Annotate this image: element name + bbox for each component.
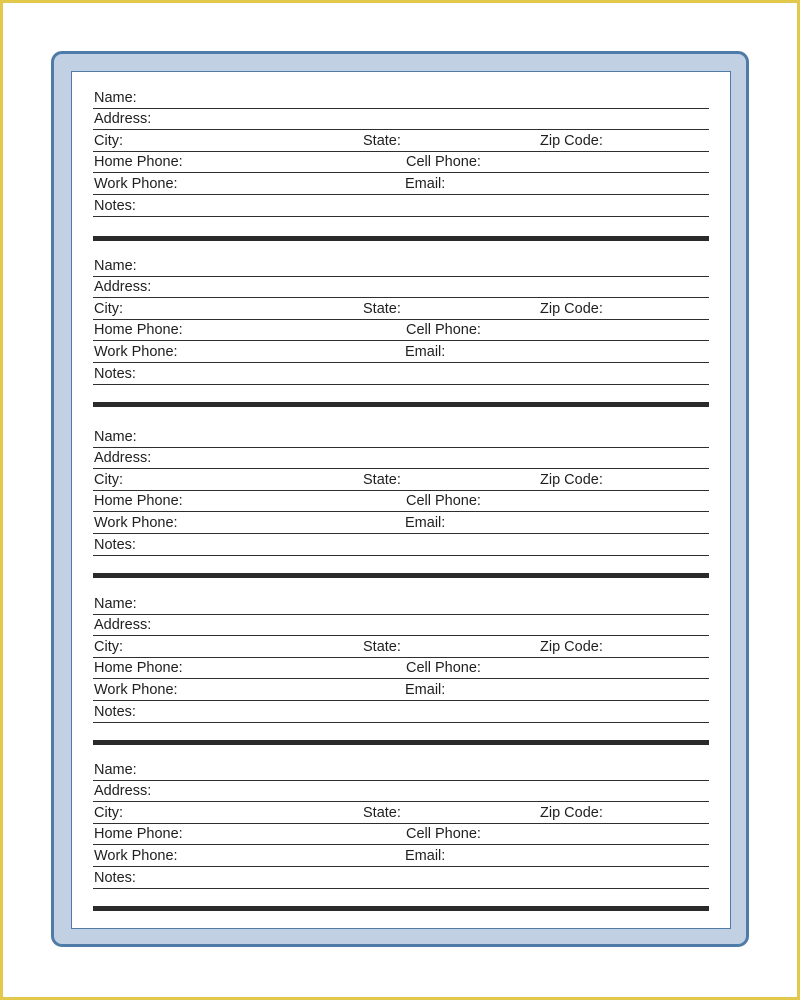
cell-phone-label: Cell Phone: xyxy=(406,660,481,677)
state-label: State: xyxy=(363,804,401,821)
email-label: Email: xyxy=(405,343,446,360)
address-row[interactable] xyxy=(93,277,709,299)
state-label: State: xyxy=(363,638,401,655)
zip-label: Zip Code: xyxy=(540,471,603,488)
phone-row[interactable] xyxy=(93,320,709,342)
section-divider xyxy=(93,402,709,407)
notes-label: Notes: xyxy=(94,869,136,886)
state-label: State: xyxy=(363,300,401,317)
zip-label: Zip Code: xyxy=(540,638,603,655)
contact-entry xyxy=(93,426,709,601)
contact-entry xyxy=(93,759,709,934)
city-label: City: xyxy=(94,300,123,317)
work-email-row[interactable] xyxy=(93,173,709,195)
contact-entry xyxy=(93,255,709,430)
city-label: City: xyxy=(94,804,123,821)
name-row[interactable] xyxy=(93,87,709,109)
name-row[interactable] xyxy=(93,759,709,781)
city-state-zip-row[interactable] xyxy=(93,298,709,320)
notes-row[interactable] xyxy=(93,701,709,723)
phone-row[interactable] xyxy=(93,658,709,680)
email-label: Email: xyxy=(405,847,446,864)
cell-phone-label: Cell Phone: xyxy=(406,322,481,339)
home-phone-label: Home Phone: xyxy=(94,826,183,843)
city-label: City: xyxy=(94,132,123,149)
name-label: Name: xyxy=(94,257,137,274)
home-phone-label: Home Phone: xyxy=(94,154,183,171)
work-phone-label: Work Phone: xyxy=(94,175,178,192)
contact-entry xyxy=(93,87,709,262)
work-phone-label: Work Phone: xyxy=(94,343,178,360)
contact-entry xyxy=(93,593,709,768)
notes-row[interactable] xyxy=(93,534,709,556)
city-state-zip-row[interactable] xyxy=(93,802,709,824)
section-divider xyxy=(93,906,709,911)
work-email-row[interactable] xyxy=(93,512,709,534)
city-label: City: xyxy=(94,471,123,488)
address-row[interactable] xyxy=(93,109,709,131)
work-phone-label: Work Phone: xyxy=(94,514,178,531)
name-label: Name: xyxy=(94,761,137,778)
city-state-zip-row[interactable] xyxy=(93,469,709,491)
state-label: State: xyxy=(363,132,401,149)
address-label: Address: xyxy=(94,783,152,800)
work-email-row[interactable] xyxy=(93,679,709,701)
name-label: Name: xyxy=(94,595,137,612)
address-row[interactable] xyxy=(93,615,709,637)
section-divider xyxy=(93,740,709,745)
cell-phone-label: Cell Phone: xyxy=(406,154,481,171)
city-label: City: xyxy=(94,638,123,655)
zip-label: Zip Code: xyxy=(540,132,603,149)
notes-row[interactable] xyxy=(93,363,709,385)
home-phone-label: Home Phone: xyxy=(94,322,183,339)
address-label: Address: xyxy=(94,450,152,467)
section-divider xyxy=(93,573,709,578)
notes-row[interactable] xyxy=(93,867,709,889)
name-label: Name: xyxy=(94,428,137,445)
notes-row[interactable] xyxy=(93,195,709,217)
email-label: Email: xyxy=(405,175,446,192)
address-label: Address: xyxy=(94,279,152,296)
section-divider xyxy=(93,236,709,241)
name-row[interactable] xyxy=(93,255,709,277)
address-row[interactable] xyxy=(93,448,709,470)
notes-label: Notes: xyxy=(94,197,136,214)
address-label: Address: xyxy=(94,111,152,128)
cell-phone-label: Cell Phone: xyxy=(406,493,481,510)
home-phone-label: Home Phone: xyxy=(94,660,183,677)
city-state-zip-row[interactable] xyxy=(93,130,709,152)
work-phone-label: Work Phone: xyxy=(94,681,178,698)
email-label: Email: xyxy=(405,681,446,698)
state-label: State: xyxy=(363,471,401,488)
name-label: Name: xyxy=(94,89,137,106)
zip-label: Zip Code: xyxy=(540,300,603,317)
notes-label: Notes: xyxy=(94,703,136,720)
address-row[interactable] xyxy=(93,781,709,803)
phone-row[interactable] xyxy=(93,152,709,174)
name-row[interactable] xyxy=(93,593,709,615)
work-phone-label: Work Phone: xyxy=(94,847,178,864)
cell-phone-label: Cell Phone: xyxy=(406,826,481,843)
city-state-zip-row[interactable] xyxy=(93,636,709,658)
notes-label: Notes: xyxy=(94,365,136,382)
home-phone-label: Home Phone: xyxy=(94,493,183,510)
phone-row[interactable] xyxy=(93,824,709,846)
name-row[interactable] xyxy=(93,426,709,448)
phone-row[interactable] xyxy=(93,491,709,513)
notes-label: Notes: xyxy=(94,536,136,553)
zip-label: Zip Code: xyxy=(540,804,603,821)
work-email-row[interactable] xyxy=(93,845,709,867)
email-label: Email: xyxy=(405,514,446,531)
address-label: Address: xyxy=(94,617,152,634)
work-email-row[interactable] xyxy=(93,341,709,363)
